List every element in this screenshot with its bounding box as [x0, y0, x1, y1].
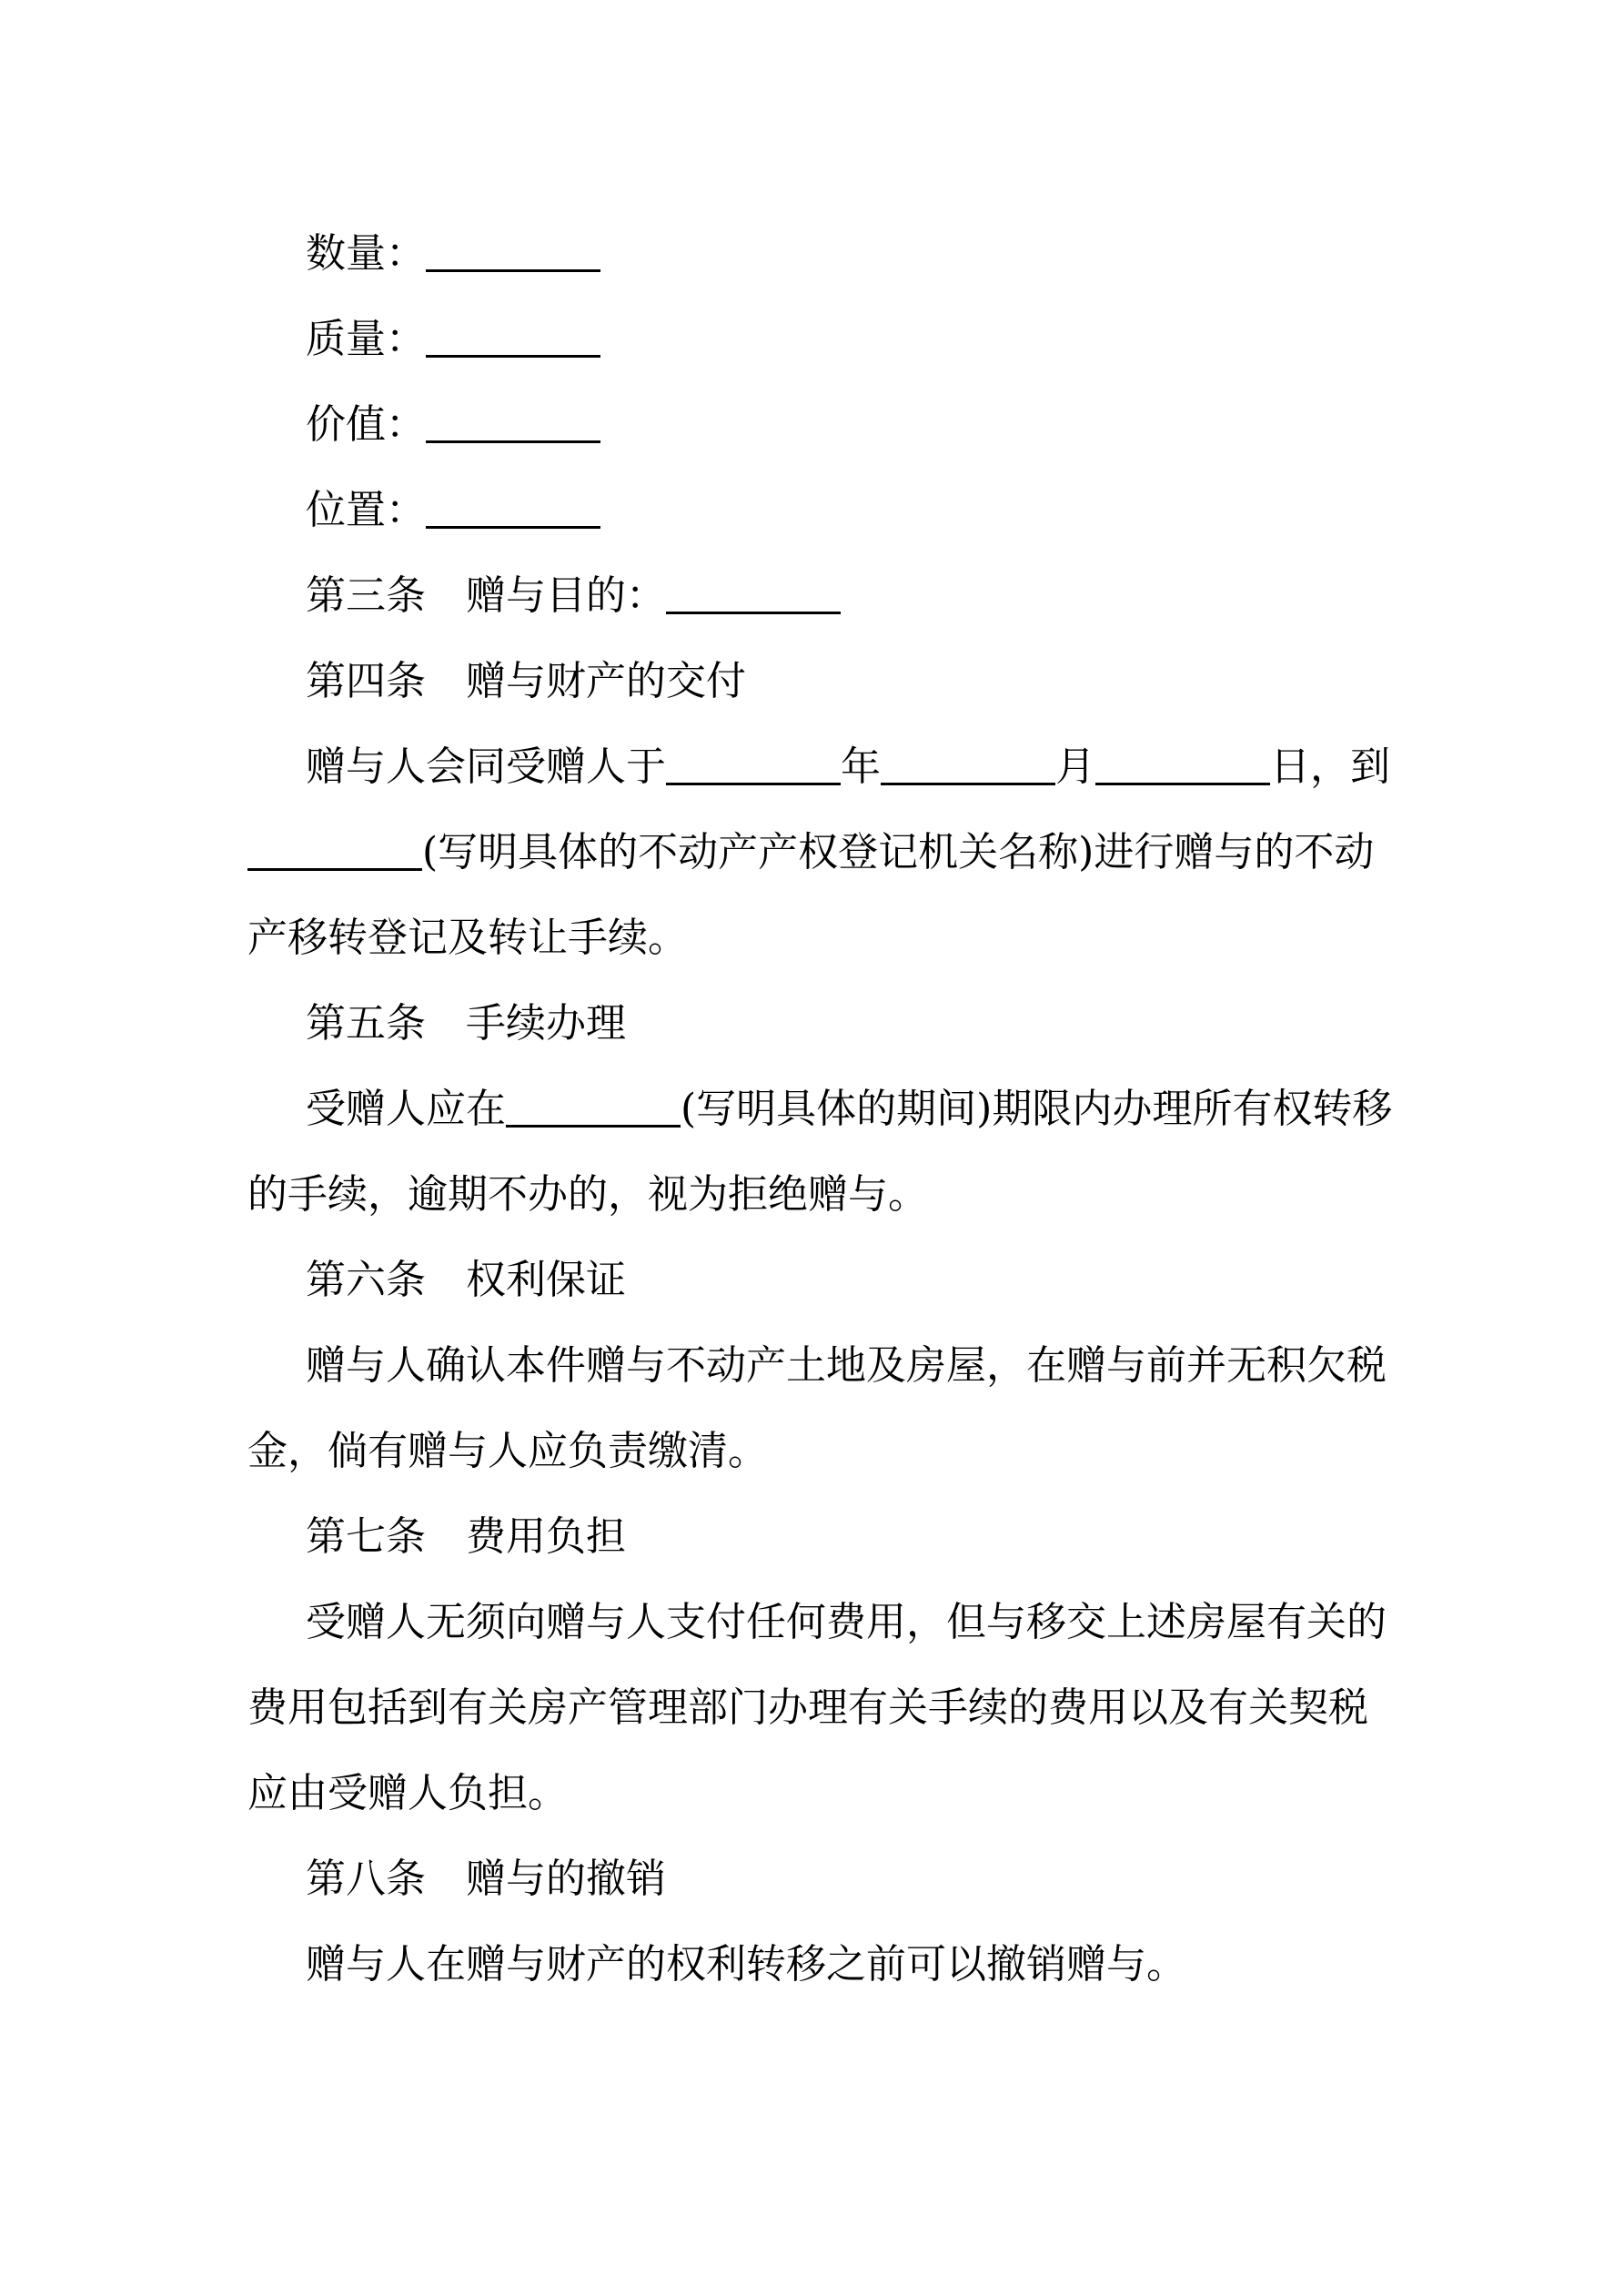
article-title: 手续办理 [466, 1000, 626, 1047]
fill-blank [426, 400, 600, 443]
paragraph-text: 金，倘有赠与人应负责缴清。 [247, 1428, 768, 1474]
article-title: 赠与目的： [466, 572, 666, 619]
article-5-paragraph-line [247, 1067, 1393, 1152]
article-number: 第七条 [306, 1513, 426, 1560]
fill-blank-day [1095, 743, 1270, 785]
article-6-paragraph-line [247, 1409, 1387, 1494]
article-7-heading [247, 1494, 1387, 1580]
article-6-paragraph-line [247, 1323, 1387, 1409]
paragraph-text: (写明具体的不动产产权登记机关名称)进行赠与的不动 [422, 829, 1375, 875]
article-number: 第三条 [306, 572, 426, 619]
article-title: 费用负担 [466, 1513, 626, 1560]
article-4-heading [247, 639, 1387, 724]
paragraph-text: 产移转登记及转让手续。 [247, 915, 688, 961]
article-number: 第六条 [306, 1257, 426, 1303]
article-7-paragraph-line [247, 1751, 1387, 1836]
field-label: 质量： [306, 316, 426, 362]
article-4-paragraph-line [247, 895, 1387, 981]
year-label: 年 [841, 743, 881, 790]
article-4-paragraph-line [247, 724, 1390, 810]
article-8-heading [247, 1836, 1387, 1922]
article-6-heading [247, 1238, 1387, 1323]
field-label: 位置： [306, 487, 426, 533]
paragraph-text: (写明具体的期间)期限内办理所有权转移 [681, 1086, 1393, 1132]
field-location [247, 468, 1387, 553]
field-label: 数量： [306, 230, 426, 277]
month-label: 月 [1055, 743, 1095, 790]
article-number: 第四条 [306, 658, 426, 704]
fill-blank-period [506, 1085, 681, 1128]
paragraph-text: 受赠人无须向赠与人支付任何费用，但与移交上述房屋有关的 [306, 1599, 1387, 1645]
article-5-heading [247, 981, 1387, 1067]
article-title: 权利保证 [466, 1257, 626, 1303]
field-quantity [247, 211, 1387, 297]
paragraph-text: 的手续，逾期不办的，视为拒绝赠与。 [247, 1171, 928, 1218]
paragraph-text: 应由受赠人负担。 [247, 1770, 568, 1816]
article-4-paragraph-line [247, 810, 1387, 895]
fill-blank-month [881, 743, 1055, 785]
fill-blank [666, 571, 841, 614]
fill-blank-registry [247, 828, 422, 871]
document-page [247, 211, 1393, 2008]
fill-blank [426, 486, 600, 529]
article-5-paragraph-line [247, 1152, 1387, 1238]
article-number: 第八条 [306, 1856, 426, 1902]
day-label: 日，到 [1270, 743, 1390, 790]
field-label: 价值： [306, 401, 426, 448]
paragraph-text: 赠与人会同受赠人于 [306, 743, 666, 790]
paragraph-text: 赠与人在赠与财产的权利转移之前可以撤销赠与。 [306, 1941, 1186, 1988]
field-quality [247, 297, 1387, 382]
article-7-paragraph-line [247, 1665, 1387, 1751]
paragraph-text: 赠与人确认本件赠与不动产土地及房屋，在赠与前并无积欠税 [306, 1342, 1387, 1389]
article-title: 赠与的撤销 [466, 1856, 666, 1902]
fill-blank-year [666, 743, 841, 785]
article-number: 第五条 [306, 1000, 426, 1047]
field-value [247, 382, 1387, 468]
article-title: 赠与财产的交付 [466, 658, 746, 704]
article-3-heading [247, 553, 1387, 639]
fill-blank [426, 315, 600, 358]
article-7-paragraph-line [247, 1580, 1387, 1665]
article-8-paragraph-line [247, 1922, 1387, 2008]
fill-blank [426, 229, 600, 272]
paragraph-text: 费用包括到有关房产管理部门办理有关手续的费用以及有关契税 [247, 1684, 1368, 1731]
paragraph-text: 受赠人应在 [306, 1086, 506, 1132]
